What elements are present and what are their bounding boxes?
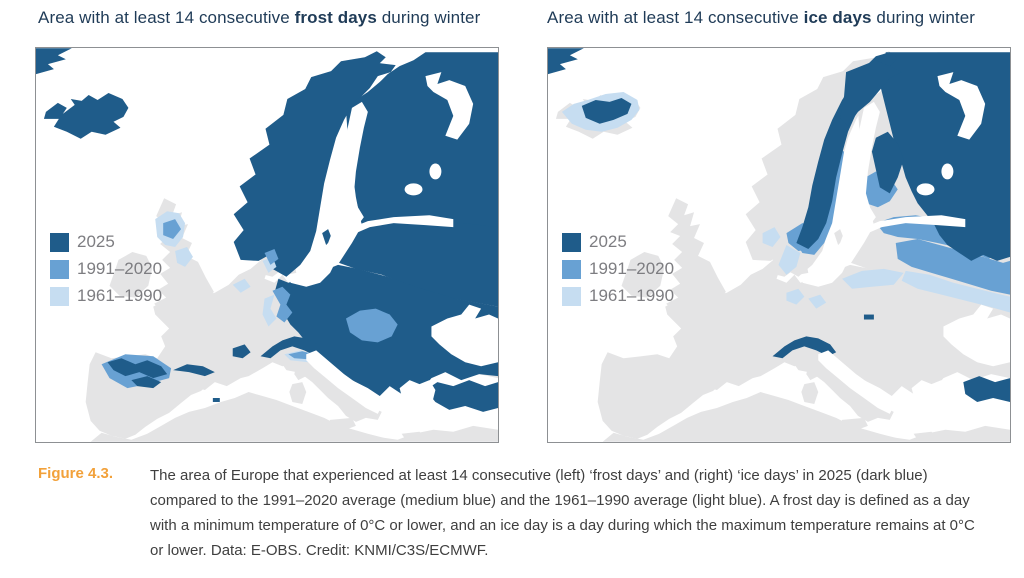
ice-map-panel bbox=[547, 47, 1011, 443]
frost-map-title: Area with at least 14 consecutive frost days during winter bbox=[38, 8, 481, 27]
figure-caption-text: The area of Europe that experienced at least 14 consecutive (left) ‘frost days’ and (right) ‘ice days’ in 2025 (dark blue) compared to the 1991–2020 average (medium blue) and the 1961–1990 average (light blue). A frost day is defined as a day with a minimum temperature of 0°C or lower, and an ice day is a day during which the maximum temperature remains at 0°C or lower. Data: E-OBS. Credit: KNMI/C3S/ECMWF. bbox=[150, 467, 975, 559]
legend-label-1961-1990: 1961–1990 bbox=[77, 286, 163, 305]
figure-caption-label: Figure 4.3. bbox=[38, 465, 114, 482]
legend-label-1991-2020: 1991–2020 bbox=[77, 259, 163, 278]
legend-item-2025 bbox=[50, 232, 162, 252]
legend-item-1991-2020 bbox=[562, 259, 674, 279]
legend-item-1961-1990 bbox=[562, 286, 674, 306]
legend-swatch-1961-1990 bbox=[50, 287, 69, 306]
legend-label-2025: 2025 bbox=[589, 232, 627, 251]
legend-label-1961-1990: 1961–1990 bbox=[589, 286, 675, 305]
legend-swatch-2025 bbox=[50, 233, 69, 252]
ice-map-title: Area with at least 14 consecutive ice days during winter bbox=[547, 8, 976, 27]
legend-swatch-1991-2020 bbox=[562, 260, 581, 279]
legend-item-1961-1990 bbox=[50, 286, 162, 306]
legend-swatch-2025 bbox=[562, 233, 581, 252]
legend-swatch-1991-2020 bbox=[50, 260, 69, 279]
legend-item-1991-2020 bbox=[50, 259, 162, 279]
legend-label-2025: 2025 bbox=[77, 232, 115, 251]
ice-map-legend bbox=[562, 232, 674, 313]
legend-label-1991-2020: 1991–2020 bbox=[589, 259, 675, 278]
frost-map-panel bbox=[35, 47, 499, 443]
legend-swatch-1961-1990 bbox=[562, 287, 581, 306]
legend-item-2025 bbox=[562, 232, 674, 252]
frost-map-legend bbox=[50, 232, 162, 313]
